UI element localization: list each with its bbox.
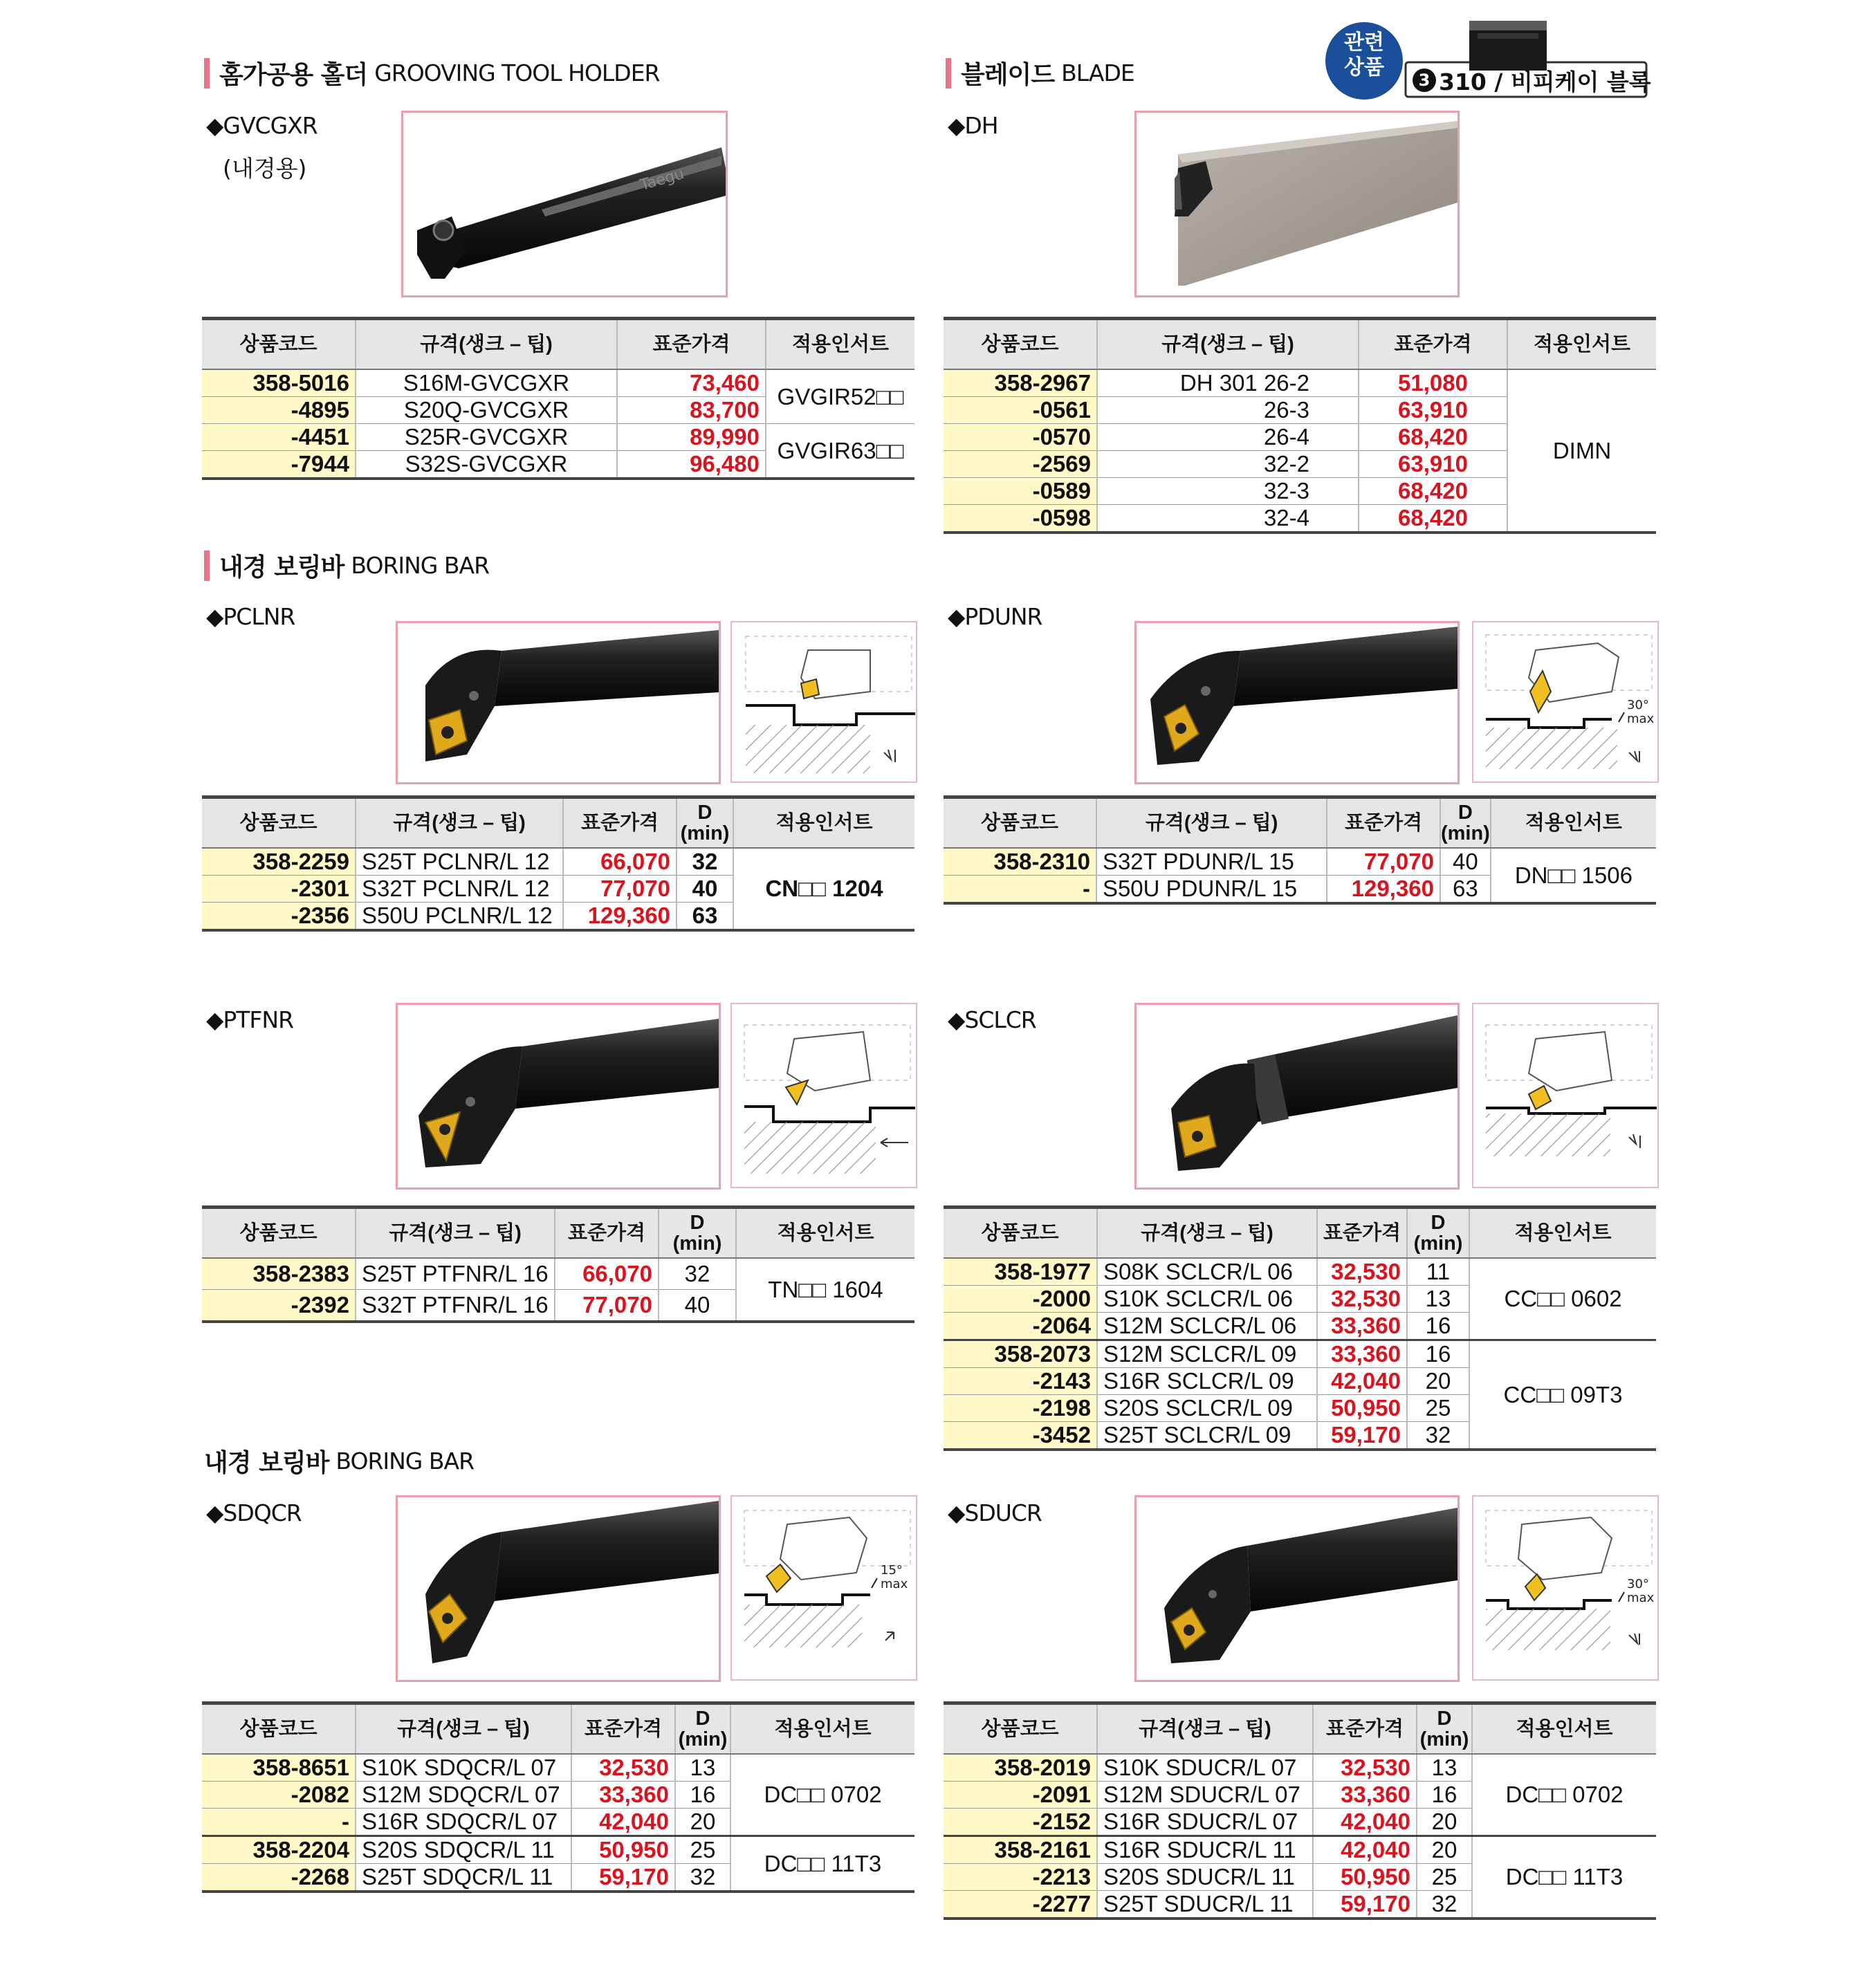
cell-spec: S12M SDQCR/L 07	[356, 1782, 571, 1809]
product-name-pdunr: ◆PDUNR	[948, 603, 1042, 630]
cell-code: -0598	[944, 505, 1097, 533]
cell-price: 66,070	[555, 1258, 659, 1290]
cell-price: 68,420	[1359, 424, 1507, 451]
cell-code: 358-2310	[944, 848, 1096, 876]
cell-dmin: 11	[1407, 1258, 1469, 1286]
diagram-pdunr	[1472, 621, 1659, 783]
header-dmin: D (min)	[659, 1208, 736, 1259]
cell-code: -2268	[202, 1864, 356, 1892]
cell-spec: S25T SCLCR/L 09	[1097, 1422, 1317, 1450]
header-price: 표준가격	[617, 319, 766, 370]
cell-code: -3452	[944, 1422, 1097, 1450]
cell-code: -2356	[202, 903, 356, 931]
cell-spec: S25T SDQCR/L 11	[356, 1864, 571, 1892]
cell-price: 63,910	[1359, 397, 1507, 424]
cell-dmin: 25	[1407, 1395, 1469, 1422]
cell-dmin: 13	[1417, 1754, 1472, 1782]
cell-code: 358-2383	[202, 1258, 356, 1290]
cell-spec: 26-4	[1097, 424, 1359, 451]
cell-code: 358-2204	[202, 1836, 356, 1864]
cell-insert: DC□□ 11T3	[1472, 1836, 1656, 1919]
cell-code: -2082	[202, 1782, 356, 1809]
related-product-text	[1413, 66, 1651, 94]
cell-price: 77,070	[555, 1290, 659, 1322]
cell-spec: S16M-GVCGXR	[356, 369, 617, 397]
diagram-sclcr	[1472, 1003, 1659, 1188]
cell-spec: S10K SDUCR/L 07	[1097, 1754, 1313, 1782]
cell-price: 129,360	[1327, 876, 1440, 904]
cell-spec: 32-2	[1097, 451, 1359, 478]
cell-price: 63,910	[1359, 451, 1507, 478]
header-price: 표준가격	[563, 797, 677, 849]
cell-spec: S50U PDUNR/L 15	[1096, 876, 1327, 904]
table-pclnr	[202, 795, 914, 932]
photo-sdqcr	[396, 1495, 721, 1682]
cell-spec: S16R SDUCR/L 07	[1097, 1809, 1313, 1836]
cell-insert: CC□□ 0602	[1469, 1258, 1656, 1340]
cell-insert: TN□□ 1604	[736, 1258, 914, 1322]
cell-price: 50,950	[571, 1836, 675, 1864]
diagram-pclnr	[730, 621, 917, 783]
cell-code: -2000	[944, 1286, 1097, 1313]
photo-ptfnr	[396, 1003, 721, 1190]
cell-dmin: 20	[1407, 1368, 1469, 1395]
cell-dmin: 32	[675, 1864, 730, 1892]
table-row	[202, 369, 914, 397]
cell-insert: CC□□ 09T3	[1469, 1340, 1656, 1450]
cell-spec: S20S SDUCR/L 11	[1097, 1864, 1313, 1891]
cell-spec: S32S-GVCGXR	[356, 451, 617, 479]
cell-price: 33,360	[1313, 1782, 1417, 1809]
cell-spec: S10K SDQCR/L 07	[356, 1754, 571, 1782]
title-accent-bar	[946, 58, 951, 89]
cell-price: 50,950	[1313, 1864, 1417, 1891]
table-gvcgxr	[202, 317, 914, 480]
cell-dmin: 16	[1407, 1340, 1469, 1368]
header-price: 표준가격	[555, 1208, 659, 1259]
header-dmin: D (min)	[1440, 797, 1491, 849]
related-text: 310 / 비피케이 블록	[1439, 68, 1651, 95]
product-subtitle-gvcgxr: (내경용)	[223, 155, 307, 182]
product-name-sclcr: ◆SCLCR	[948, 1006, 1036, 1033]
cell-price: 42,040	[1317, 1368, 1407, 1395]
product-name-pclnr: ◆PCLNR	[206, 603, 295, 630]
cell-code: -0589	[944, 478, 1097, 505]
header-code: 상품코드	[202, 1703, 356, 1755]
cell-spec: 26-3	[1097, 397, 1359, 424]
cell-code: -	[202, 1809, 356, 1836]
cell-price: 83,700	[617, 397, 766, 424]
photo-gvcgxr	[401, 111, 728, 297]
cell-insert: DN□□ 1506	[1491, 848, 1656, 903]
table-ptfnr	[202, 1205, 914, 1323]
cell-price: 59,170	[571, 1864, 675, 1892]
header-code: 상품코드	[944, 1208, 1097, 1259]
table-row	[944, 1836, 1656, 1864]
header-spec: 규격(생크 – 팁)	[1097, 1208, 1317, 1259]
header-code: 상품코드	[944, 1703, 1097, 1755]
header-spec: 규격(생크 – 팁)	[1097, 319, 1359, 370]
cell-code: -2091	[944, 1782, 1097, 1809]
cell-code: 358-2073	[944, 1340, 1097, 1368]
cell-dmin: 25	[675, 1836, 730, 1864]
table-sducr	[944, 1701, 1656, 1920]
product-name-sducr: ◆SDUCR	[948, 1499, 1042, 1526]
related-badge-label: 관련 상품	[1344, 30, 1384, 80]
cell-dmin: 16	[675, 1782, 730, 1809]
cell-price: 96,480	[617, 451, 766, 479]
cell-code: 358-2259	[202, 848, 356, 876]
cell-code: 358-2161	[944, 1836, 1097, 1864]
header-price: 표준가격	[1313, 1703, 1417, 1755]
section-title-grooving	[204, 55, 659, 91]
cell-insert: DC□□ 0702	[1472, 1754, 1656, 1836]
header-code: 상품코드	[202, 797, 356, 849]
cell-code: -0561	[944, 397, 1097, 424]
header-insert: 적용인서트	[730, 1703, 914, 1755]
cell-spec: S12M SCLCR/L 09	[1097, 1340, 1317, 1368]
section-title-kr: 홈가공용 홀더	[219, 61, 368, 89]
cell-price: 66,070	[563, 848, 677, 876]
section-title-en: BORING BAR	[335, 1448, 475, 1475]
cell-spec: 32-3	[1097, 478, 1359, 505]
cell-dmin: 25	[1417, 1864, 1472, 1891]
cell-spec: S10K SCLCR/L 06	[1097, 1286, 1317, 1313]
header-spec: 규격(생크 – 팁)	[1097, 1703, 1313, 1755]
cell-dmin: 13	[1407, 1286, 1469, 1313]
table-row	[944, 1340, 1656, 1368]
cell-price: 50,950	[1317, 1395, 1407, 1422]
cell-spec: S25R-GVCGXR	[356, 424, 617, 451]
cell-insert: GVGIR63□□	[766, 424, 914, 479]
header-spec: 규격(생크 – 팁)	[356, 1208, 555, 1259]
cell-dmin: 20	[675, 1809, 730, 1836]
diagram-sducr	[1472, 1495, 1659, 1681]
header-insert: 적용인서트	[1507, 319, 1656, 370]
header-insert: 적용인서트	[1472, 1703, 1656, 1755]
cell-dmin: 13	[675, 1754, 730, 1782]
cell-dmin: 16	[1417, 1782, 1472, 1809]
related-product-badge[interactable]	[1323, 19, 1655, 101]
header-insert: 적용인서트	[733, 797, 914, 849]
header-spec: 규격(생크 – 팁)	[356, 319, 617, 370]
cell-spec: S32T PCLNR/L 12	[356, 876, 563, 903]
cell-spec: S16R SDQCR/L 07	[356, 1809, 571, 1836]
table-row	[944, 848, 1656, 876]
cell-price: 42,040	[1313, 1836, 1417, 1864]
cell-spec: S25T SDUCR/L 11	[1097, 1891, 1313, 1919]
cell-price: 129,360	[563, 903, 677, 931]
cell-spec: DH 301 26-2	[1097, 369, 1359, 397]
cell-code: -7944	[202, 451, 356, 479]
section-title-en: BORING BAR	[351, 552, 490, 579]
angle-sub-label: max	[881, 1577, 908, 1591]
cell-price: 77,070	[1327, 848, 1440, 876]
cell-dmin: 40	[1440, 848, 1491, 876]
photo-pclnr	[396, 621, 721, 784]
photo-sducr	[1134, 1495, 1460, 1682]
cell-code: -	[944, 876, 1096, 904]
cell-price: 32,530	[1317, 1286, 1407, 1313]
header-code: 상품코드	[202, 1208, 356, 1259]
table-row	[202, 1754, 914, 1782]
cell-price: 51,080	[1359, 369, 1507, 397]
cell-code: 358-1977	[944, 1258, 1097, 1286]
related-number-icon: 3	[1413, 68, 1436, 92]
table-row	[202, 1258, 914, 1290]
cell-insert: DC□□ 11T3	[730, 1836, 914, 1892]
cell-dmin: 20	[1417, 1836, 1472, 1864]
title-accent-bar	[204, 551, 210, 581]
cell-dmin: 32	[1407, 1422, 1469, 1450]
title-accent-bar	[204, 58, 210, 89]
cell-dmin: 63	[1440, 876, 1491, 904]
cell-spec: S20S SCLCR/L 09	[1097, 1395, 1317, 1422]
cell-spec: S12M SCLCR/L 06	[1097, 1313, 1317, 1340]
cell-price: 77,070	[563, 876, 677, 903]
angle-sub-label: max	[1627, 712, 1655, 726]
product-name-sdqcr: ◆SDQCR	[206, 1499, 302, 1526]
angle-sub-label: max	[1627, 1591, 1655, 1605]
cell-spec: S32T PDUNR/L 15	[1096, 848, 1327, 876]
section-title-kr: 내경 보링바	[219, 553, 344, 582]
cell-code: 358-2019	[944, 1754, 1097, 1782]
cell-spec: S50U PCLNR/L 12	[356, 903, 563, 931]
section-title-kr: 블레이드	[961, 61, 1055, 89]
table-row	[202, 424, 914, 451]
cell-price: 59,170	[1317, 1422, 1407, 1450]
cell-price: 32,530	[571, 1754, 675, 1782]
cell-code: -0570	[944, 424, 1097, 451]
photo-brand-text: Taegu	[638, 165, 686, 194]
cell-spec: S08K SCLCR/L 06	[1097, 1258, 1317, 1286]
header-code: 상품코드	[944, 319, 1097, 370]
cell-dmin: 20	[1417, 1809, 1472, 1836]
cell-price: 89,990	[617, 424, 766, 451]
header-spec: 규격(생크 – 팁)	[356, 1703, 571, 1755]
header-dmin: D (min)	[1417, 1703, 1472, 1755]
table-row	[202, 1836, 914, 1864]
cell-code: -2152	[944, 1809, 1097, 1836]
header-dmin: D (min)	[677, 797, 733, 849]
section-title-en: BLADE	[1061, 59, 1134, 86]
cell-code: -4451	[202, 424, 356, 451]
header-price: 표준가격	[1317, 1208, 1407, 1259]
header-insert: 적용인서트	[736, 1208, 914, 1259]
cell-price: 73,460	[617, 369, 766, 397]
cell-dmin: 32	[1417, 1891, 1472, 1919]
section-title-boring-2	[204, 1443, 474, 1479]
cell-dmin: 16	[1407, 1313, 1469, 1340]
cell-spec: S20S SDQCR/L 11	[356, 1836, 571, 1864]
table-row	[944, 369, 1656, 397]
cell-spec: S25T PCLNR/L 12	[356, 848, 563, 876]
cell-code: 358-5016	[202, 369, 356, 397]
header-dmin: D (min)	[1407, 1208, 1469, 1259]
cell-dmin: 40	[677, 876, 733, 903]
cell-spec: S25T PTFNR/L 16	[356, 1258, 555, 1290]
cell-code: -2064	[944, 1313, 1097, 1340]
table-pdunr	[944, 795, 1656, 905]
cell-code: -2143	[944, 1368, 1097, 1395]
cell-spec: S16R SCLCR/L 09	[1097, 1368, 1317, 1395]
cell-price: 32,530	[1313, 1754, 1417, 1782]
cell-code: -2213	[944, 1864, 1097, 1891]
cell-price: 68,420	[1359, 505, 1507, 533]
cell-price: 32,530	[1317, 1258, 1407, 1286]
cell-dmin: 40	[659, 1290, 736, 1322]
table-row	[202, 848, 914, 876]
header-price: 표준가격	[1327, 797, 1440, 849]
cell-code: -2392	[202, 1290, 356, 1322]
angle-label: 15°	[881, 1563, 903, 1578]
cell-code: 358-2967	[944, 369, 1097, 397]
cell-spec: S32T PTFNR/L 16	[356, 1290, 555, 1322]
cell-code: -4895	[202, 397, 356, 424]
diagram-sdqcr	[730, 1495, 917, 1681]
cell-spec: 32-4	[1097, 505, 1359, 533]
cell-spec: S12M SDUCR/L 07	[1097, 1782, 1313, 1809]
angle-label: 30°	[1627, 1577, 1649, 1591]
diagram-ptfnr	[730, 1003, 917, 1188]
table-sdqcr	[202, 1701, 914, 1893]
header-code: 상품코드	[944, 797, 1096, 849]
cell-code: -2198	[944, 1395, 1097, 1422]
cell-code: 358-8651	[202, 1754, 356, 1782]
section-title-blade	[946, 55, 1134, 91]
header-insert: 적용인서트	[1469, 1208, 1656, 1259]
cell-insert: CN□□ 1204	[733, 848, 914, 930]
header-dmin: D (min)	[675, 1703, 730, 1755]
section-title-boring-1	[204, 548, 489, 583]
cell-price: 33,360	[571, 1782, 675, 1809]
photo-sclcr	[1134, 1003, 1460, 1190]
cell-insert: DIMN	[1507, 369, 1656, 533]
cell-code: -2277	[944, 1891, 1097, 1919]
cell-price: 42,040	[1313, 1809, 1417, 1836]
cell-price: 42,040	[571, 1809, 675, 1836]
cell-insert: GVGIR52□□	[766, 369, 914, 424]
cell-price: 33,360	[1317, 1313, 1407, 1340]
product-name-gvcgxr: ◆GVCGXR	[206, 112, 318, 139]
cell-spec: S16R SDUCR/L 11	[1097, 1836, 1313, 1864]
product-name-dh: ◆DH	[948, 112, 998, 139]
cell-dmin: 32	[659, 1258, 736, 1290]
cell-price: 33,360	[1317, 1340, 1407, 1368]
photo-pdunr	[1134, 621, 1460, 784]
angle-label: 30°	[1627, 698, 1649, 712]
table-sclcr	[944, 1205, 1656, 1451]
cell-price: 59,170	[1313, 1891, 1417, 1919]
cell-code: -2569	[944, 451, 1097, 478]
section-title-kr: 내경 보링바	[204, 1449, 329, 1477]
table-row	[944, 1258, 1656, 1286]
header-insert: 적용인서트	[1491, 797, 1656, 849]
cell-spec: S20Q-GVCGXR	[356, 397, 617, 424]
header-spec: 규격(생크 – 팁)	[356, 797, 563, 849]
cell-code: -2301	[202, 876, 356, 903]
header-price: 표준가격	[571, 1703, 675, 1755]
cell-dmin: 32	[677, 848, 733, 876]
cell-dmin: 63	[677, 903, 733, 931]
cell-price: 68,420	[1359, 478, 1507, 505]
header-price: 표준가격	[1359, 319, 1507, 370]
table-row	[944, 1754, 1656, 1782]
photo-dh	[1134, 111, 1460, 297]
cell-insert: DC□□ 0702	[730, 1754, 914, 1836]
table-dh	[944, 317, 1656, 534]
product-name-ptfnr: ◆PTFNR	[206, 1006, 294, 1033]
section-title-en: GROOVING TOOL HOLDER	[374, 59, 660, 86]
header-insert: 적용인서트	[766, 319, 914, 370]
header-spec: 규격(생크 – 팁)	[1096, 797, 1327, 849]
header-code: 상품코드	[202, 319, 356, 370]
